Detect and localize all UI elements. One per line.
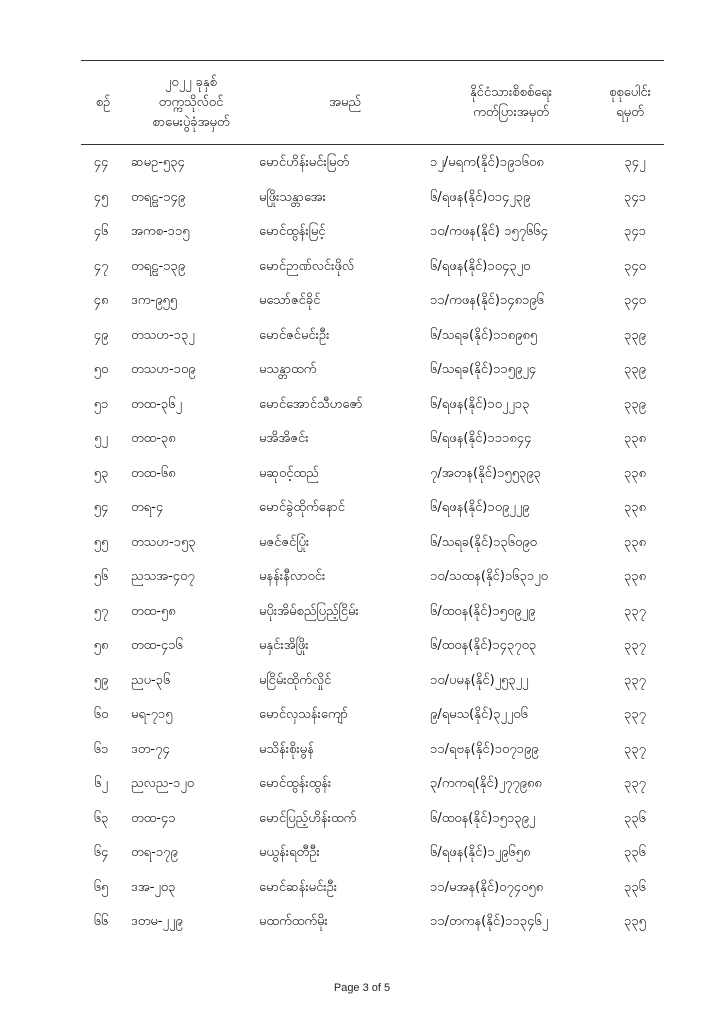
cell-nrc-no: ၆/ရဖန(နိုင်)၁၁၁၈၄၄	[430, 431, 532, 446]
cell-total-marks: ၃၄၀	[624, 293, 646, 308]
cell-total-marks: ၃၃၈	[623, 465, 647, 481]
cell-nrc-no: ၁၀/ကဖန(နိုင်) ၁၅၇၆၆၄	[430, 224, 548, 239]
cell-nrc-no: ၁၁/မအန(နိုင်)၀၇၄၀၅၈	[430, 879, 544, 895]
table-row	[81, 422, 664, 457]
cell-exam-seat-no: ဒတမ-၂၂၉	[131, 914, 183, 929]
cell-name: မောင်ဇင်မင်းဦး	[259, 327, 330, 343]
cell-exam-seat-no: အကစ-၁၁၅	[131, 224, 190, 239]
cell-nrc-no: ၇/အတန(နိုင်)၁၅၅၃၉၃	[430, 465, 541, 481]
cell-total-marks: ၃၃၆	[624, 810, 646, 826]
table-row	[81, 526, 664, 561]
cell-serial-no: ၅၄	[93, 500, 109, 515]
cell-serial-no: ၅၇	[93, 603, 109, 619]
cell-exam-seat-no: ဒက-၉၅၅	[131, 293, 178, 308]
cell-total-marks: ၃၃၇	[624, 672, 646, 688]
table-row	[81, 836, 664, 871]
table-row	[81, 629, 664, 664]
cell-nrc-no: ၆/ရဖန(နိုင်)၁၂၉၆၅၈	[430, 845, 531, 860]
table-row	[81, 560, 664, 595]
cell-total-marks: ၃၄၂	[624, 155, 646, 170]
cell-name: မနန်းနီလာဝင်း	[259, 569, 326, 584]
cell-total-marks: ၃၃၇	[624, 603, 646, 619]
cell-total-marks: ၃၃၅	[624, 914, 646, 929]
cell-name: မောင်ဟိန်းမင်းမြတ်	[259, 155, 349, 170]
cell-serial-no: ၆၄	[93, 845, 109, 860]
table-row	[81, 215, 664, 250]
cell-serial-no: ၄၅	[93, 189, 109, 205]
table-row	[81, 802, 664, 837]
cell-exam-seat-no: ဒအ-၂၀၃	[131, 879, 176, 895]
cell-name: မသိန်းစိုးမွန်	[259, 741, 314, 757]
header-nrc-no: နိုင်ငံသားစိစစ်ရေး ကတ်ပြားအမှတ်	[469, 84, 553, 120]
header-exam-seat-no: ၂၀၂၂ ခုနှစ် တက္ကသိုလ်ဝင် စာမေးပွဲခုံအမှတ်	[152, 74, 230, 130]
cell-name: မဖြိုးသန္တာအေး	[259, 189, 326, 205]
cell-nrc-no: ၁၁/ရဗန(နိုင်)၁၀၇၁၉၉	[430, 741, 539, 757]
cell-serial-no: ၆၀	[93, 707, 109, 722]
cell-total-marks: ၃၃၈	[623, 500, 647, 515]
cell-name: မောင်လှသန်းကျော်	[259, 707, 349, 722]
cell-name: မငြိမ်းထိုက်လှိုင်	[259, 672, 332, 688]
table-row	[81, 733, 664, 768]
cell-name: မအိအိဇင်း	[259, 431, 309, 446]
cell-nrc-no: ၆/ရဖန(နိုင်)၁၀၂၂၁၃	[430, 396, 530, 412]
cell-exam-seat-no: တထ-၃၆၂	[131, 396, 182, 412]
table-row	[81, 250, 664, 285]
cell-exam-seat-no: မရ-၇၁၅	[131, 707, 173, 722]
cell-total-marks: ၃၄၁	[624, 189, 646, 205]
cell-serial-no: ၆၂	[94, 776, 108, 791]
cell-nrc-no: ၆/ရဖန(နိုင်)၀၁၄၂၃၉	[430, 189, 531, 205]
page-number: Page 3 of 5	[333, 982, 391, 994]
cell-name: မောင်ထွန်းထွန်း	[259, 776, 332, 791]
cell-nrc-no: ၁၂/မရက(နိုင်)၁၉၁၆၀၈	[430, 155, 544, 170]
cell-name: မောင်အောင်သီဟဇော်	[259, 396, 363, 412]
cell-total-marks: ၃၄၁	[624, 224, 646, 239]
cell-nrc-no: ၉/ရမသ(နိုင်)၃၂၂၀၆	[430, 707, 528, 722]
cell-serial-no: ၆၁	[93, 741, 109, 757]
cell-total-marks: ၃၄၀	[624, 258, 646, 274]
cell-serial-no: ၆၃	[93, 810, 109, 826]
cell-total-marks: ၃၃၆	[624, 845, 646, 860]
cell-name: မောင်ပြည့်ဟိန်းထက်	[259, 810, 357, 826]
table-row	[81, 664, 664, 699]
cell-serial-no: ၅၂	[94, 431, 108, 446]
header-total-marks: စုစုပေါင်း ရမှတ်	[609, 84, 651, 120]
cell-name: မနှင်းအိဖြိုး	[259, 638, 309, 653]
cell-nrc-no: ၆/သရခ(နိုင်)၁၃၆၀၉၀	[430, 534, 537, 550]
cell-total-marks: ၃၃၉	[624, 327, 646, 343]
cell-exam-seat-no: တရဠ-၁၄၉	[131, 189, 186, 205]
table-row	[81, 595, 664, 630]
cell-exam-seat-no: တသဟ-၁၅၃	[131, 534, 196, 550]
cell-serial-no: ၄၈	[93, 293, 109, 308]
cell-total-marks: ၃၃၇	[624, 776, 646, 791]
cell-exam-seat-no: ညပ-၃၆	[131, 672, 171, 688]
cell-exam-seat-no: တထ-၃၈	[131, 431, 176, 446]
cell-name: မောင်ခွဲထိုက်နောင်	[259, 500, 345, 515]
cell-serial-no: ၅၁	[93, 396, 109, 412]
cell-total-marks: ၃၃၇	[624, 707, 646, 722]
cell-nrc-no: ၁၁/ကဖန(နိုင်)၁၄၈၁၉၆	[430, 293, 544, 308]
table-row	[81, 319, 664, 354]
table-row	[81, 871, 664, 906]
table-header-rule	[81, 144, 664, 145]
cell-exam-seat-no: တထ-၆၈	[131, 465, 176, 481]
cell-exam-seat-no: တရဠ-၁၃၉	[131, 258, 186, 274]
table-row	[81, 767, 664, 802]
header-name: အမည်	[329, 94, 361, 110]
cell-total-marks: ၃၃၈	[623, 569, 647, 584]
cell-serial-no: ၅၃	[93, 465, 109, 481]
cell-exam-seat-no: ဒတ-၇၄	[131, 741, 170, 757]
cell-nrc-no: ၆/ထဝန(နိုင်)၁၅၁၃၉၂	[430, 810, 536, 826]
cell-nrc-no: ၆/ရဖန(နိုင်)၁၀၄၃၂၀	[430, 258, 531, 274]
cell-exam-seat-no: ဆမဥ-၅၃၄	[131, 155, 185, 170]
cell-total-marks: ၃၃၈	[623, 431, 647, 446]
cell-total-marks: ၃၃၉	[624, 362, 646, 377]
cell-serial-no: ၅၉	[93, 672, 109, 688]
cell-serial-no: ၄၉	[93, 327, 109, 343]
cell-nrc-no: ၁၀/ပမန(နိုင်)၂၅၃၂၂	[430, 672, 529, 688]
cell-exam-seat-no: တသဟ-၁၀၉	[131, 362, 196, 377]
table-body	[81, 146, 664, 940]
cell-exam-seat-no: တရ-၁၇၉	[131, 845, 178, 860]
cell-name: မောင်ဉာဏ်လင်းဖိုလ်	[259, 258, 355, 274]
table-row	[81, 698, 664, 733]
table-row	[81, 905, 664, 940]
table-row	[81, 353, 664, 388]
cell-serial-no: ၆၅	[93, 879, 109, 895]
table-row	[81, 181, 664, 216]
cell-name: မသန္တာထက်	[259, 362, 317, 377]
cell-serial-no: ၄၆	[93, 224, 109, 239]
header-serial-no: စဉ်	[95, 94, 111, 110]
table-row	[81, 146, 664, 181]
cell-name: မောင်ဆန်းမင်းဦး	[259, 879, 338, 895]
cell-name: မဇင်ဇင်ပြုံး	[259, 534, 310, 550]
cell-name: မသော်ဇင်ခိုင်	[259, 293, 321, 308]
cell-exam-seat-no: တထ-၅၈	[131, 603, 176, 619]
cell-nrc-no: ၆/သရခ(နိုင်)၁၁၅၉၂၄	[430, 362, 537, 377]
cell-nrc-no: ၆/ရဖန(နိုင်)၁၀၉၂၂၉	[430, 500, 530, 515]
cell-serial-no: ၄၄	[93, 155, 109, 170]
cell-total-marks: ၃၃၉	[624, 396, 646, 412]
cell-exam-seat-no: တသဟ-၁၃၂	[131, 327, 195, 343]
table-row	[81, 388, 664, 423]
cell-serial-no: ၅၈	[93, 638, 109, 653]
cell-nrc-no: ၆/ထဝန(နိုင်)၁၄၃၇၀၃	[430, 638, 537, 653]
cell-exam-seat-no: တရ-၄	[131, 500, 164, 515]
cell-serial-no: ၅၅	[93, 534, 109, 550]
cell-exam-seat-no: ညသအ-၄၀၇	[131, 569, 195, 584]
cell-nrc-no: ၆/ထဝန(နိုင်)၁၅၀၉၂၉	[430, 603, 536, 619]
cell-serial-no: ၅၆	[93, 569, 109, 584]
cell-nrc-no: ၁၀/သထန(နိုင်)၁၆၃၁၂၀	[430, 569, 548, 584]
cell-name: မောင်ထွန်းမြင့်	[259, 224, 326, 239]
cell-nrc-no: ၃/ကကရ(နိုင်)၂၇၇၉၈၈	[430, 776, 542, 791]
table-row	[81, 457, 664, 492]
cell-exam-seat-no: တထ-၄၁	[131, 810, 176, 826]
table-header	[81, 61, 664, 144]
cell-nrc-no: ၆/သရခ(နိုင်)၁၁၈၉၈၅	[430, 327, 538, 343]
cell-serial-no: ၅၀	[93, 362, 109, 377]
cell-total-marks: ၃၃၆	[624, 879, 646, 895]
cell-serial-no: ၆၆	[93, 914, 109, 929]
cell-total-marks: ၃၃၇	[624, 638, 646, 653]
cell-name: မထက်ထက်မိုး	[259, 914, 328, 929]
cell-total-marks: ၃၃၈	[623, 534, 647, 550]
table-row	[81, 284, 664, 319]
cell-name: မပိုးအိမ်စည်ပြည့်ငြိမ်း	[259, 603, 359, 619]
cell-name: မယွန်းရတီဦး	[259, 845, 320, 860]
cell-name: မဆုဝင့်ထည်	[259, 465, 319, 481]
cell-total-marks: ၃၃၇	[624, 741, 646, 757]
cell-exam-seat-no: ညလည-၁၂၀	[131, 776, 195, 791]
cell-nrc-no: ၁၁/တကန(နိုင်)၁၁၃၄၆၂	[430, 914, 549, 929]
cell-exam-seat-no: တထ-၄၁၆	[131, 638, 183, 653]
cell-serial-no: ၄၇	[93, 258, 109, 274]
table-row	[81, 491, 664, 526]
